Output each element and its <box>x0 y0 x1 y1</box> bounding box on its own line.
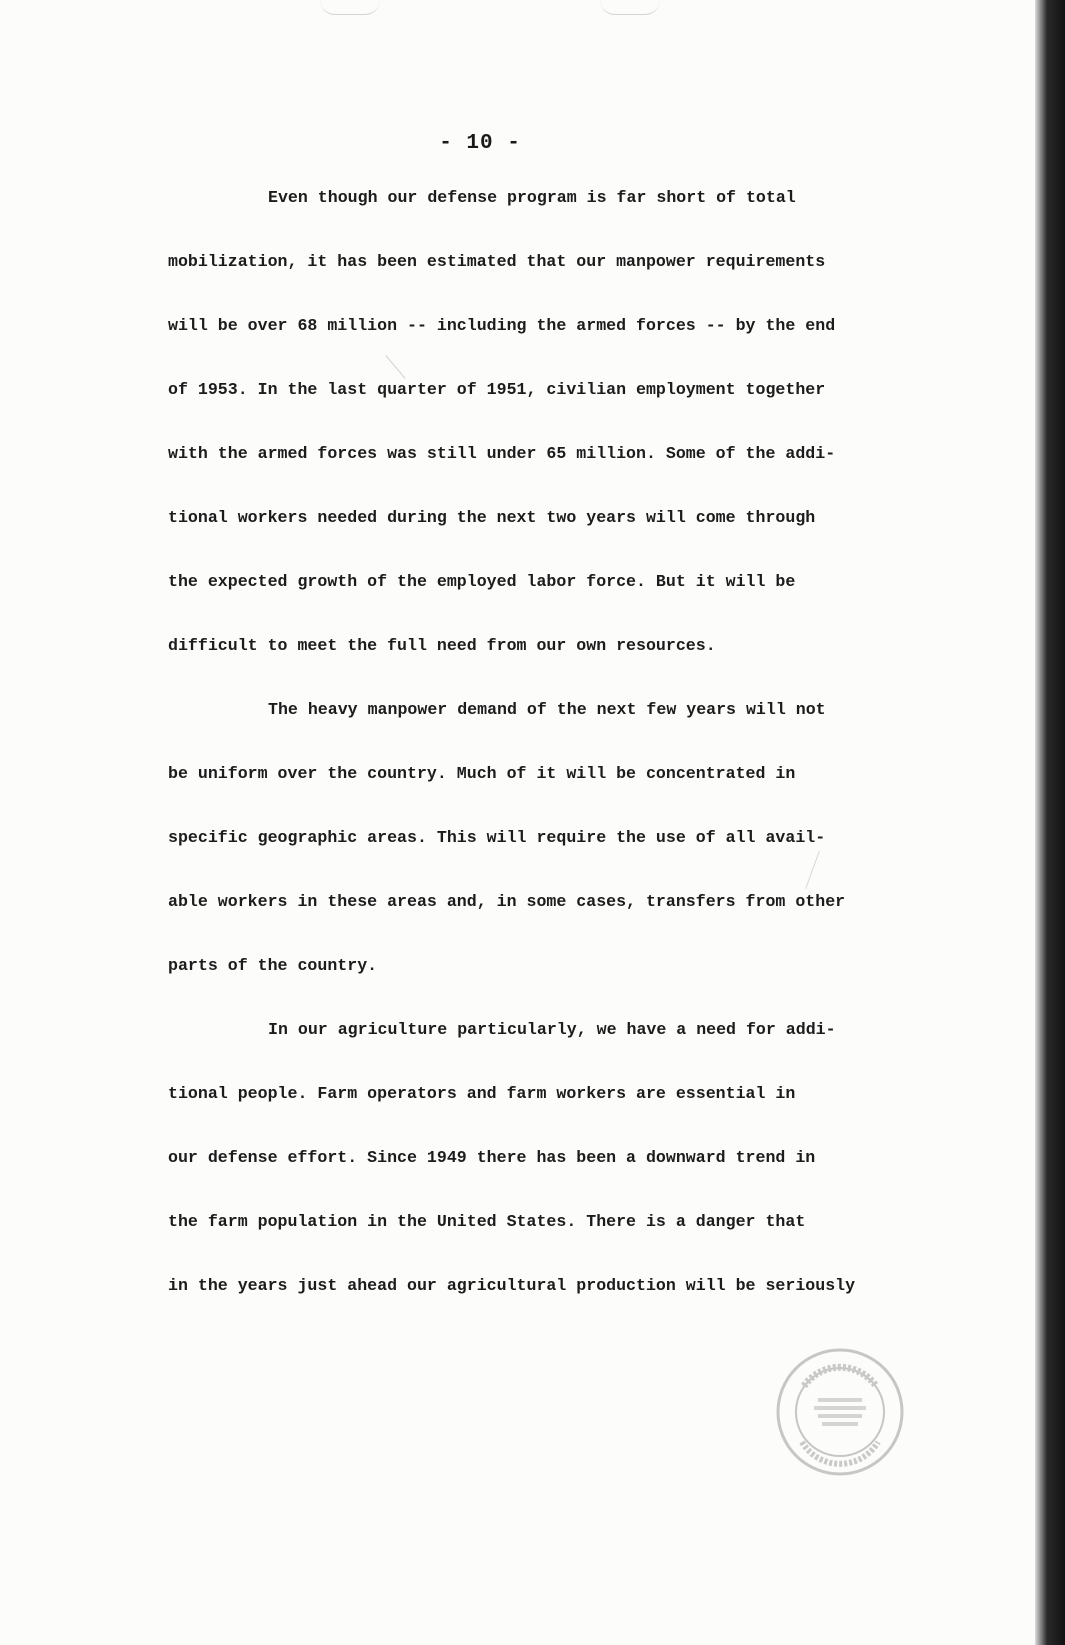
text-line: The heavy manpower demand of the next few years will not <box>268 700 826 719</box>
punch-hole-mark <box>600 0 660 15</box>
text-line: the farm population in the United States. There is a danger that <box>168 1212 806 1231</box>
text-line: the expected growth of the employed labor force. But it will be <box>168 572 796 591</box>
text-line: of 1953. In the last quarter of 1951, civilian employment together <box>168 380 826 399</box>
text-line: will be over 68 million -- including the armed forces -- by the end <box>168 316 836 335</box>
text-line: tional workers needed during the next two years will come through <box>168 508 816 527</box>
text-line: in the years just ahead our agricultural production will be seriously <box>168 1276 856 1295</box>
paragraph-3 <box>168 1014 908 1302</box>
text-line: able workers in these areas and, in some cases, transfers from other <box>168 892 846 911</box>
text-line: our defense effort. Since 1949 there has been a downward trend in <box>168 1148 816 1167</box>
paragraph-1 <box>168 182 908 662</box>
paragraph-2 <box>168 694 908 982</box>
scan-edge <box>1035 0 1065 1645</box>
library-seal-icon <box>774 1346 906 1478</box>
text-line: with the armed forces was still under 65 million. Some of the addi- <box>168 444 836 463</box>
text-line: parts of the country. <box>168 956 378 975</box>
page-number: - 10 - <box>439 132 521 155</box>
text-line: difficult to meet the full need from our own resources. <box>168 636 716 655</box>
text-line: mobilization, it has been estimated that our manpower requirements <box>168 252 826 271</box>
document-body <box>168 182 908 1334</box>
text-line: be uniform over the country. Much of it will be concentrated in <box>168 764 796 783</box>
text-line: Even though our defense program is far short of total <box>268 188 796 207</box>
text-line: In our agriculture particularly, we have a need for addi- <box>268 1020 836 1039</box>
text-line: specific geographic areas. This will require the use of all avail- <box>168 828 826 847</box>
text-line: tional people. Farm operators and farm workers are essential in <box>168 1084 796 1103</box>
punch-hole-mark <box>320 0 380 15</box>
